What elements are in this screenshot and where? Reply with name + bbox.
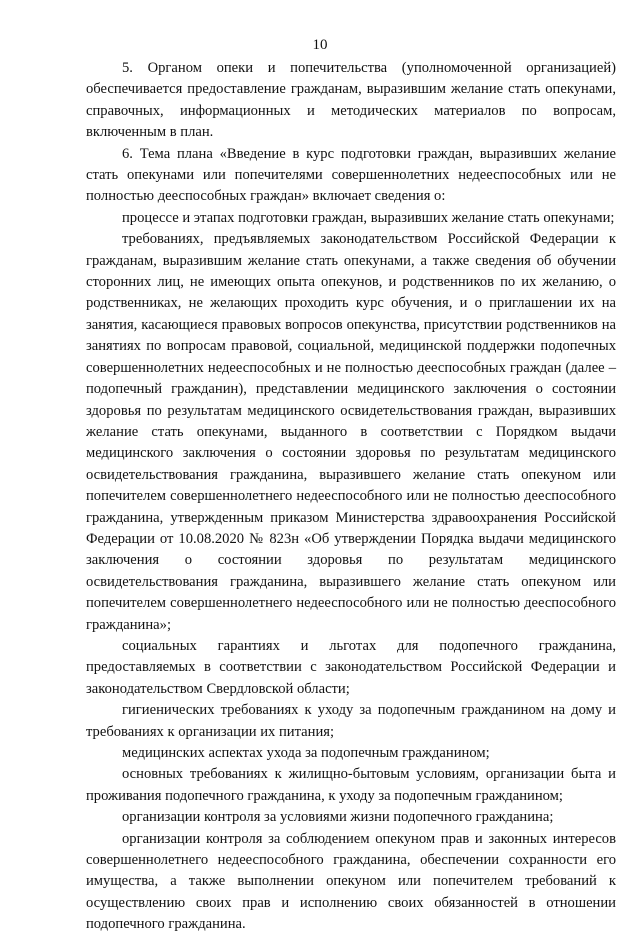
- list-item-living-control: организации контроля за условиями жизни подопечного гражданина;: [122, 809, 554, 826]
- list-item-social-guarantees: социальных гарантиях и льготах для подопечного гражданина, предоставляемых в соответствии с законодательством Российской Федерации и законодательством Свердловской области;: [86, 637, 616, 697]
- list-item-legal-requirements: требованиях, предъявляемых законодательством Российской Федерации к гражданам, выразившим желание стать опекунами, а также сведения об обучении сторонних лиц, не имеющих опыта опекунов, и родственников по их желанию, о родственниках, не желающих проходить курс обучения, и о приглашении их на занятия, касающиеся правовых вопросов опекунства, присутствии родственников на занятиях по вопросам правовой, социальной, медицинской поддержки подопечных совершеннолетних недееспособных и не полностью дееспособных граждан (далее – подопечный гражданин), представлении медицинского заключения о состоянии здоровья по результатам медицинского освидетельствования граждан, выразивших желание стать опекунами, выданного в соответствии с Порядком выдачи медицинского заключения о состоянии здоровья по результатам медицинского освидетельствования гражданина, выразившего желание стать опекуном или попечителем совершеннолетнего недееспособного или не полностью дееспособного гражданина, утвержденным приказом Министерства здравоохранения Российской Федерации от 10.08.2020 № 823н «Об утверждении Порядка выдачи медицинского заключения о состоянии здоровья по результатам медицинского освидетельствования гражданина, выразившего желание стать опекуном или попечителем совершеннолетнего недееспособного или не полностью дееспособного гражданина»;: [86, 231, 616, 633]
- list-item-medical-aspects: медицинских аспектах ухода за подопечным гражданином;: [122, 745, 490, 761]
- list-item-living-conditions: основных требованиях к жилищно-бытовым условиям, организации быта и проживания подопечного гражданина, к уходу за подопечным гражданином;: [86, 766, 616, 804]
- list-item-hygiene-requirements: гигиенических требованиях к уходу за подопечным гражданином на дому и требованиях к организации их питания;: [86, 702, 616, 740]
- list-item-rights-control: организации контроля за соблюдением опекуном прав и законных интересов совершеннолетнего недееспособного гражданина, обеспечении сохранности его имущества, а также выполнении опекуном или попечителем требований к осуществлению своих прав и исполнению своих обязанностей в отношении подопечного гражданина.: [86, 830, 616, 933]
- paragraph-item-5: 5. Органом опеки и попечительства (уполномоченной организацией) обеспечивается предоставление гражданам, выразившим желание стать опекунами, справочных, информационных и методических материалов по вопросам, включенным в план.: [86, 60, 616, 141]
- paragraph-item-6: 6. Тема плана «Введение в курс подготовки граждан, выразивших желание стать опекунами или попечителями совершеннолетних недееспособных или не полностью дееспособных граждан» включает сведения о:: [86, 145, 616, 205]
- page-number: 10: [312, 37, 328, 53]
- list-item-process-stages: процессе и этапах подготовки граждан, выразивших желание стать опекунами;: [122, 209, 615, 226]
- document-body: [86, 58, 616, 936]
